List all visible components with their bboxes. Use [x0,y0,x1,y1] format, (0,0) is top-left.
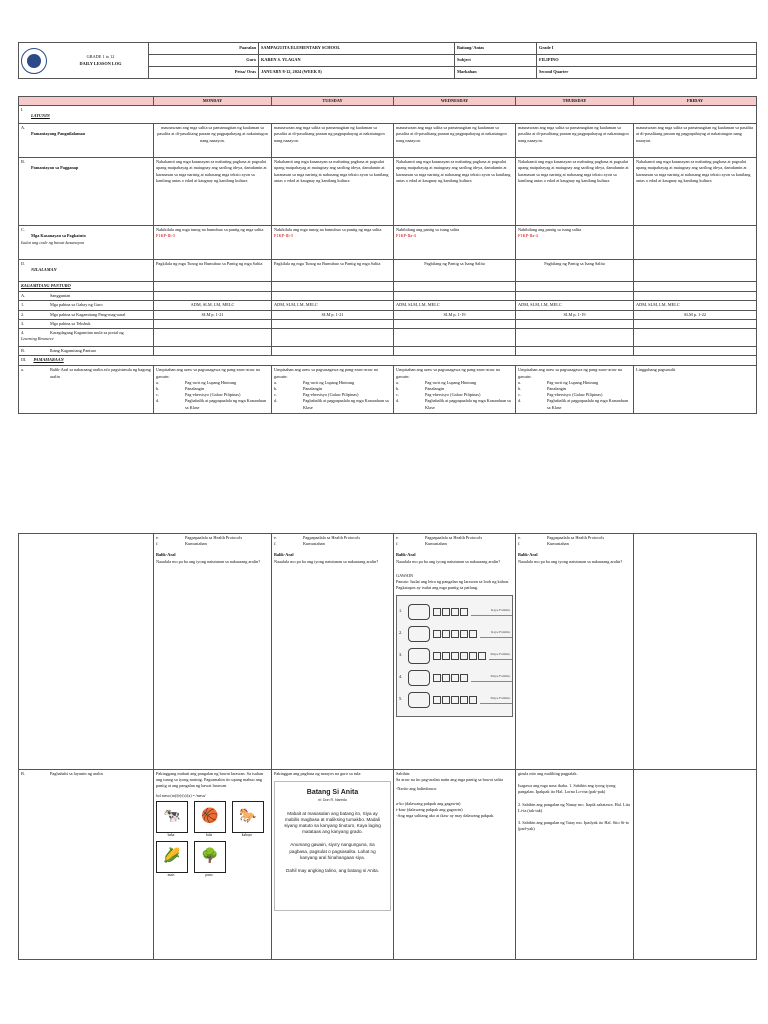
balik-question: Naaalala mo pa ba ang iyong natutunan sa nakaraang aralin? [274,558,379,564]
layunin-title: LAYUNIN [31,113,50,119]
pb-tuesday [272,770,394,960]
pb-thursday [516,770,634,960]
c-text: Nabibilang ang pantig sa isang salita [396,227,460,233]
grade-level-label: Baitang/ Antas [455,43,537,55]
nilalaman-label [19,260,154,282]
row-title: NILALAMAN [31,267,57,273]
row-letter: B. [21,159,25,165]
b-tuesday: Nakakamit ang mga kasanayan sa mabuting pagbasa at pagsulat upang maipahayag at maiugnay ang sariling ideya, damdamin at karanasan sa mga narinig at nabasang mga teksto ayon sa kanilang antas o edad at kaugnay ng kanilang kultura [272,158,394,226]
k1-monday: ADM, SLM, LM, MELC [154,301,272,310]
pb-wed-example1: a-ko (dalawang pakpak ang gagawin) [396,800,461,806]
lesson-log-continuation [18,533,756,960]
teksbuk-label: 3. Mga pahina sa Teksbuk [19,319,154,328]
cont-monday: e. Pagpapaalala sa Health Protocols f. Kumustahan Balik-Aral Naaalala mo pa ba ang iyong natutunan sa nakaraang aralin? [154,534,272,770]
ball-icon: 🏀 [194,801,226,833]
horse-icon: 🐎 [232,801,264,833]
school-label: Paaralan [149,43,259,55]
pa-tuesday: Umpisahan ang araw sa pagsasagawa ng pang-araw-araw na gawain: a. Pag-awit ng Lupang Hinirang b. Panalangin c. Pag-ehersisyo (Galaw Pilipinas) d. Pagbabalik at pagpapaalala ng mga Kasunduan sa Klase [272,366,394,414]
k1-thursday: ADM, SLM, LM, MELC [516,301,634,310]
balik-title: Balik-Aral [274,552,294,558]
day-tuesday: TUESDAY [272,97,394,106]
log-title: DAILY LESSON LOG [79,60,122,66]
blank-header [19,97,154,106]
pb-thu-text1: ginsla nito ang maliliing pagpalak. [518,771,578,776]
balik-title: Balik-Aral [518,552,538,558]
picture-icon [408,692,430,708]
poem-image [274,781,391,911]
picture-icon [408,626,430,642]
pb-friday [634,770,757,960]
c-code: F1KP-IIi-5 [274,233,294,239]
date-value: JANUARY 8-12, 2024 (WEEK 8) [259,67,455,79]
header-logo-cell [19,43,149,79]
balik-title: Balik-Aral [396,552,416,558]
balik-question: Naaalala mo pa ba ang iyong natutunan sa nakaraang aralin? [518,558,623,564]
portal-label: 4. Karagdagang Kagamitan mula sa portal ng Learning Resource [19,329,154,347]
balik-question: Naaalala mo pa ba ang iyong natutunan sa nakaraang aralin? [156,558,261,564]
school-value: SAMPAGUITA ELEMENTARY SCHOOL [259,43,455,55]
gawain-instructions: Panuto: Isulat ang letra ng pangalan ng larawan sa loob ng kahon. Pagkatapos ay isulat ang mga pantig sa patlang. [396,579,510,591]
pagganap-label [19,158,154,226]
c-code: F1KP-IIi-5 [156,233,176,239]
row-letter: C. [21,227,25,233]
pb-wed-text: Sa araw na ito pag-aralan natin ang mga pantig sa bawat salita [396,777,504,783]
row-title: Mga Kasanayan sa Pagkatuto [31,233,86,239]
animals-header: bol mesa (m)/(e)/(s)/(a) = /mesa/ [156,793,206,798]
poem-stanza: Dahil may angking talino, ang batang si Anita. [286,867,379,873]
c-text: Nabibilang ang pantig sa isang salita [518,227,582,233]
k2-thursday: SLM p. 1-19 [516,310,634,319]
layunin-heading [19,106,757,124]
a-wednesday: maunawaan ang mga salita sa pamamagitan ng kaalaman sa pasalita at di-pasalitang paraan ng pagpapahayag at nakatutugon nang naaayon. [394,124,516,158]
picture-icon [408,648,430,664]
c-code: F1KP-IIa-4 [396,233,416,239]
subject-label: Subject [455,55,537,67]
b-wednesday: Nakakamit ang mga kasanayan sa mabuting pagbasa at pagsulat upang maipahayag at maiugnay ang sariling ideya, damdamin at karanasan sa mga narinig at nabasang mga teksto ayon sa kanilang antas o edad at kaugnay ng kanilang kultura [394,158,516,226]
balik-aral-label: a. Balik-Aral sa nakaraang aralin at/o pagsisimula ng bagong aralin [19,366,154,414]
corn-icon: 🌽 [156,841,188,873]
worksheet-row: 4. Maye Familia [399,670,512,686]
date-label: Petsa/ Oras [149,67,259,79]
c-text: Nakikilala ang mga tunog na bumubuo sa pantig ng mga salita [156,227,264,233]
k2-wednesday: SLM p. 1-19 [394,310,516,319]
pb-wed-title: Sabihin: [396,771,411,776]
k1-tuesday: ADM, SLM, LM, MELC [272,301,394,310]
c-tuesday [272,226,394,260]
worksheet-row: 1. Kaye Familia [399,604,512,620]
b-friday: Nakakamit ang mga kasanayan sa mabuting pagbasa at pagsulat upang maipahayag at maiugnay ang sariling ideya, damdamin at karanasan sa mga narinig at nabasang mga teksto ayon sa kanilang antas o edad at kaugnay ng kanilang kultura [634,158,757,226]
gabay-label: 1. Mga pahina sa Gabay ng Guro [19,301,154,310]
grade-level-value: Grade I [537,43,757,55]
picture-icon [408,670,430,686]
c-thursday [516,226,634,260]
d-monday: Pagkilala ng mga Tunog na Bumubuo sa Pantig ng mga Salita [154,260,272,282]
kagamitang-label: 2. Mga pahina sa Kagamitang Pang-mag-aaral [19,310,154,319]
k2-friday: SLM p. 1-22 [634,310,757,319]
row-letter: A. [21,125,26,131]
kasanayan-label [19,226,154,260]
pb-wed-example: -Narito ang halimbawa: [396,786,437,792]
balik-question: Naaalala mo pa ba ang iyong natutunan sa nakaraang aralin? [396,558,501,564]
pb-thu-text3: 2. Sabihin ang pangalan ng Nanay mo. Itapik sakatawa. Hal. Lita Li-ta (tak-tak) [518,801,630,813]
a-thursday: maunawaan ang mga salita sa pamamagitan ng kaalaman sa pasalita at di-pasalitang paraan ng pagpapahayag at nakatutugon nang naaayon. [516,124,634,158]
row-title: Pamantayang Pangnilalaman [31,131,86,137]
quarter-value: Second Quarter [537,67,757,79]
pa-wednesday: Umpisahan ang araw sa pagsasagawa ng pang-araw-araw na gawain: a. Pag-awit ng Lupang Hinirang b. Panalangin c. Pag-ehersisyo (Galaw Pilipinas) d. Pagbabalik at pagpapaalala ng mga Kasunduan sa Klase [394,366,516,414]
pb-monday-text: Pakinggang mabuti ang pangalan ng bawat larawan. Sa isahan ang tunog sa iyong narinig. Pagsamahin ito upang mabuo ang pantig at ang pangalan ng bawat larawan. [156,771,264,789]
poem-stanza: Anumang gawain, siya'y nangunguna, Sa pagbasa, pagsulat o pagsasalita. Lahat ng kanyang aral hinahangaan siya. [289,842,376,860]
pb-monday [154,770,272,960]
pa-friday: Lingguhang pagsusulit [634,366,757,414]
poem-title: Batang Si Anita [306,789,359,797]
paghahabi-label: B. Paghahabi sa layunin ng aralin [19,770,154,960]
k1-wednesday: ADM, SLM, LM, MELC [394,301,516,310]
d-tuesday: Pagkilala ng mga Tunog na Bumubuo sa Pantig ng mga Salita [272,260,394,282]
pb-wednesday [394,770,516,960]
grade-label: GRADE 1 to 12 [86,54,115,60]
c-code: F1KP-IIa-4 [518,233,538,239]
pa-monday: Umpisahan ang araw sa pagsasagawa ng pang-araw-araw na gawain: a. Pag-awit ng Lupang Hinirang b. Panalangin c. Pag-ehersisyo (Galaw Pilipinas) d. Pagbabalik at pagpapaalala ng mga Kasunduan sa Klase [154,366,272,414]
row-title: Pamantayan sa Pagganap [31,165,79,171]
cont-wednesday: e. Pagpapaalala sa Health Protocols f. Kumustahan Balik-Aral Naaalala mo pa ba ang iyong natutunan sa nakaraang aralin? GAWAIN Panuto: Isulat ang letra ng pangalan ng larawan sa loob ng kahon. Pagkatapos ay isulat ang mga pantig sa patlang. 1. Kaye Familia 2. Kaye Familia 3. Maye Familia 4. Maye Familia 5. Maye Familia [394,534,516,770]
balik-title: Balik-Aral [156,552,176,558]
gawain-worksheet [396,595,513,717]
k2-monday: SLM p. 1-21 [154,310,272,319]
portal-sub: Learning Resource [21,336,54,342]
pb-wed-example2: i-kaw (dalawang pakpak ang gagawin) [396,806,463,812]
cow-icon: 🐄 [156,801,188,833]
quarter-label: Markahan [455,67,537,79]
day-friday: FRIDAY [634,97,757,106]
day-wednesday: WEDNESDAY [394,97,516,106]
cont-label [19,534,154,770]
deped-seal-icon [21,48,47,74]
pamantayang-label [19,124,154,158]
c-monday [154,226,272,260]
cont-thursday: e. Pagpapaalala sa Health Protocols f. Kumustahan Balik-Aral Naaalala mo pa ba ang iyong natutunan sa nakaraang aralin? [516,534,634,770]
cont-friday [634,534,757,770]
poem-stanza: Mabait at masasalan ang batang ito, Siya ay mabilis magbasa at maliksing tumakbo. Madali siyang matuto sa kanyang tinuturo, Kaya laging matataas ang kanyang grado. [284,810,381,835]
section-number: I. [21,107,24,113]
worksheet-row: 2. Kaye Familia [399,626,512,642]
pb-tuesday-text: Pakinggan ang pagbasa ng maayos na guro sa tula: [274,771,362,776]
b-monday: Nakakamit ang mga kasanayan sa mabuting pagbasa at pagsulat upang maipahayag at maiugnay ang sariling ideya, damdamin at karanasan sa mga narinig at nabasang mga teksto ayon sa kanilang antas o edad at kaugnay ng kanilang kultura [154,158,272,226]
cont-tuesday: e. Pagpapaalala sa Health Protocols f. Kumustahan Balik-Aral Naaalala mo pa ba ang iyong natutunan sa nakaraang aralin? [272,534,394,770]
b-thursday: Nakakamit ang mga kasanayan sa mabuting pagbasa at pagsulat upang maipahayag at maiugnay ang sariling ideya, damdamin at karanasan sa mga narinig at nabasang mga teksto ayon sa kanilang antas o edad at kaugnay ng kanilang kultura [516,158,634,226]
a-monday: maunawaan ang mga salita sa pamamagitan ng kaalaman sa pasalita at di-pasalitang paraan ng pagpapahayag at nakatutugon nang naaayon. [154,124,272,158]
c-wednesday [394,226,516,260]
row-number: II. [21,261,25,267]
k2-tuesday: SLM p. 1-21 [272,310,394,319]
pb-wed-example3: -Ang mga salitang ako at ikaw ay may dalawang pakpak. [396,813,495,819]
gawain-title: GAWAIN [396,572,414,578]
a-tuesday: maunawaan ang mga salita sa pamamagitan ng kaalaman sa pasalita at di-pasalitang paraan ng pagpapahayag at nakatutugon nang naaayon. [272,124,394,158]
lesson-log-table [18,96,756,414]
picture-icon [408,604,430,620]
day-thursday: THURSDAY [516,97,634,106]
pamamaraan-heading: III. PAMAMARAAN [19,356,757,366]
tree-icon: 🌳 [194,841,226,873]
k1-friday: ADM, SLM, LM, MELC [634,301,757,310]
d-wednesday: Pagbilang ng Pantig sa Isang Salita [394,260,516,282]
d-thursday: Pagbilang ng Pantig sa Isang Salita [516,260,634,282]
pa-thursday: Umpisahan ang araw sa pagsasagawa ng pang-araw-araw na gawain: a. Pag-awit ng Lupang Hinirang b. Panalangin c. Pag-ehersisyo (Galaw Pilipinas) d. Pagbabalik at pagpapaalala ng mga Kasunduan sa Klase [516,366,634,414]
sanggunian-label: A. Sanggunian [19,292,154,301]
c-text: Nakikilala ang mga tunog na bumubuo sa pantig ng mga salita [274,227,382,233]
lesson-log-header [18,42,756,79]
row-subtitle: Isulat ang code ng bawat kasanayan [21,239,84,245]
pb-thu-text2: Isagawa ang mga nasa ibaba. 1. Sabihin ang iyong iyong pangalan. Ipakpak ito Hal. Lorna Lo-rna (pak-pak) [518,783,616,795]
worksheet-row: 3. Maye Familia [399,648,512,664]
a-friday: maunawaan ang mga salita sa pamamagitan ng kaalaman sa pasalita at di-pasalitang paraan ng pagpapahayag at nakatutugon nang naaayon. [634,124,757,158]
subject-value: FILIPINO [537,55,757,67]
teacher-label: Guro [149,55,259,67]
teacher-value: KAREN S. YLAGAN [259,55,455,67]
c-friday [634,226,757,260]
pb-thu-text4: 3. Sabihin ang pangalan ng Tatay mo. Ipadyak ito Hal. Sito Si-to (pad-yak) [518,820,630,832]
worksheet-row: 5. Maye Familia [399,692,512,708]
ibang-kagamitan-label: B. Ibang Kagamitang Panturo [19,347,154,356]
d-friday [634,260,757,282]
kagamitan-heading: KAGAMITANG PANTURO [19,282,154,292]
day-monday: MONDAY [154,97,272,106]
poem-author: ni: Don R. Naredo [318,798,347,803]
animal-pictures: 🐄 baka 🏀 bola 🐎 kabayo 🌽 mais 🌳 puno [156,801,269,878]
